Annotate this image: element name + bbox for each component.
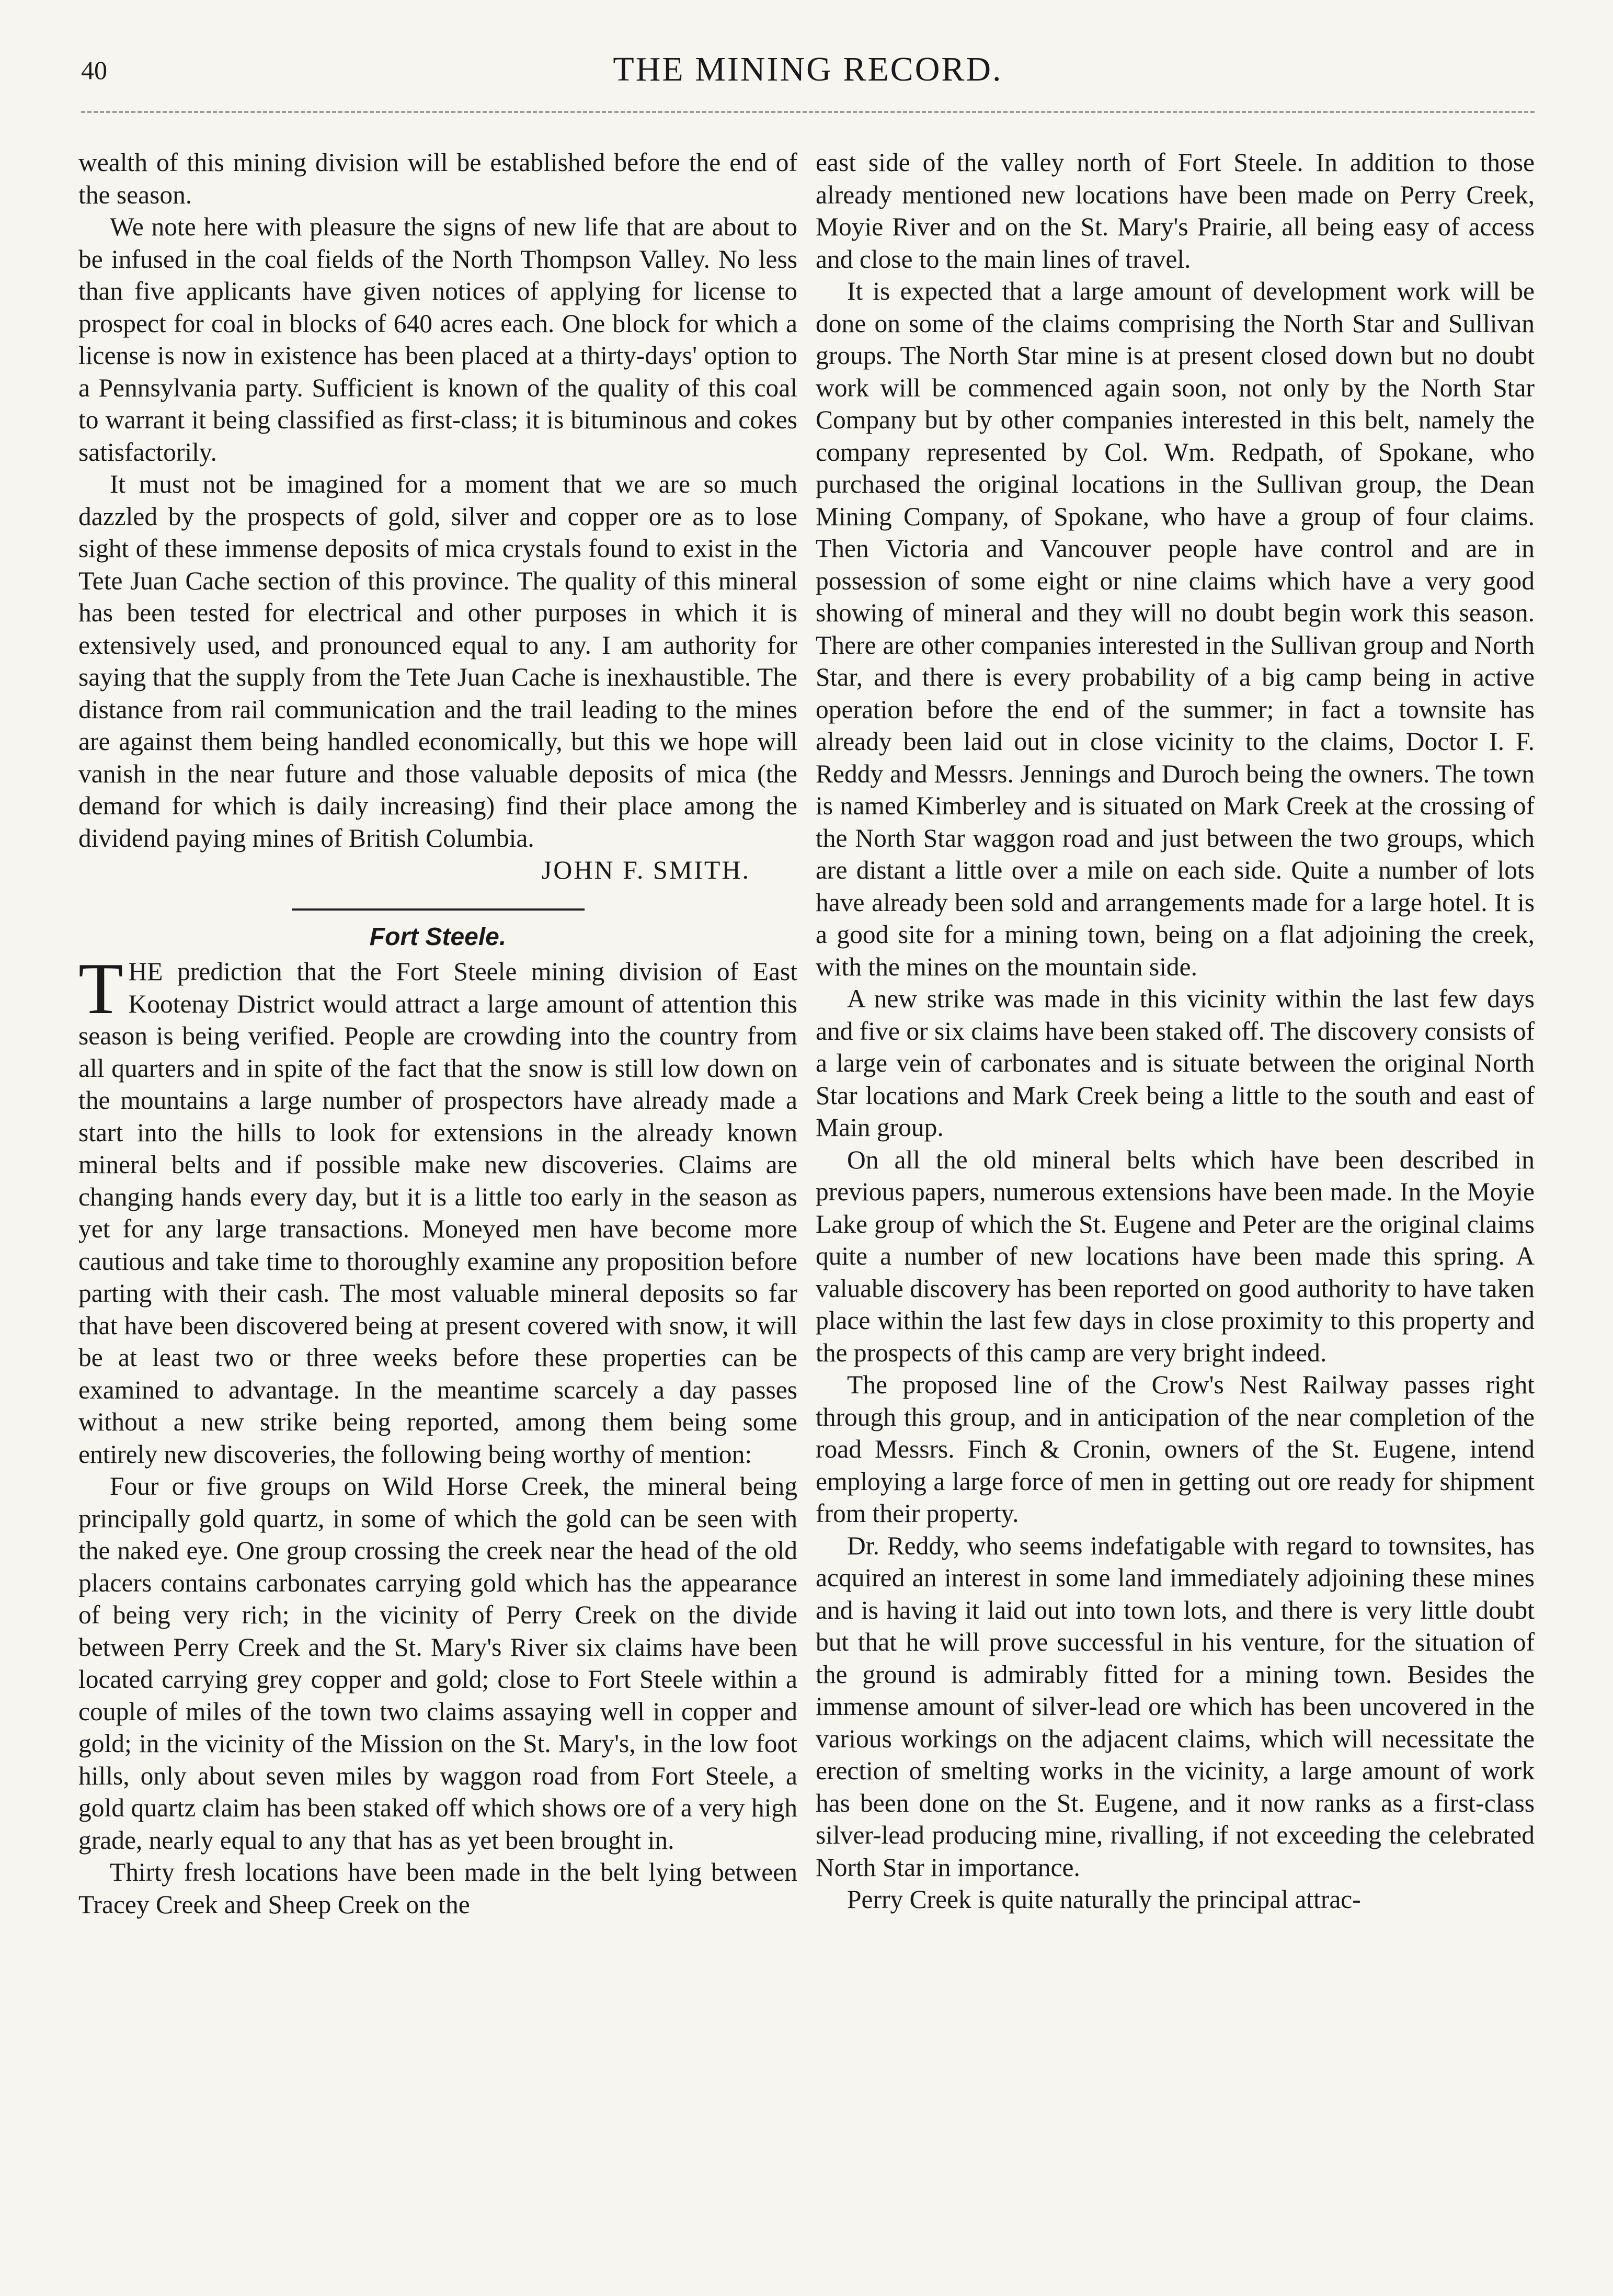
section-divider [292, 908, 585, 911]
author-signature: JOHN F. SMITH. [541, 855, 750, 884]
page-number: 40 [81, 55, 107, 85]
paragraph: Thirty fresh locations have been made in the belt lying between Tracey Creek and Sheep Creek on the [78, 1858, 797, 1919]
paragraph: On all the old mineral belts which have been described in previous papers, numerous extensions have been made. In the Moyie Lake group of which the St. Eugene and Peter are the original claims quite a number of new locations have been made this spring. A valuable discovery has been reported on good authority to have taken place within the last few days in close proximity to this property and the prospects of this camp are very bright indeed. [816, 1145, 1535, 1367]
right-column [816, 146, 1535, 1916]
paragraph: A new strike was made in this vicinity within the last few days and five or six claims have been staked off. The discovery consists of a large vein of carbonates and is situate between the original North Star locations and Mark Creek being a little to the south and east of Main group. [816, 984, 1535, 1142]
paragraph: It is expected that a large amount of development work will be done on some of the claims comprising the North Star and Sullivan groups. The North Star mine is at present closed down but no doubt work will be commenced again soon, not only by the North Star Company but by other companies interested in this belt, namely the company represented by Col. Wm. Redpath, of Spokane, who purchased the original locations in the Sullivan group, the Dean Mining Company, of Spokane, who have a group of four claims. Then Victoria and Vancouver people have control and are in possession of some eight or nine claims which have a very good showing of mineral and they will no doubt begin work this season. There are other companies interested in the Sullivan group and North Star, and there is every probability of a big camp being in active operation before the end of the summer; in fact a townsite has already been laid out in close vicinity to the claims, Doctor I. F. Reddy and Messrs. Jennings and Duroch being the owners. The town is named Kimberley and is situated on Mark Creek at the crossing of the North Star waggon road and just between the two groups, which are distant a little over a mile on each side. Quite a number of lots have already been sold and arrangements made for a large hotel. It is a good site for a mining town, being on a flat adjoining the creek, with the mines on the mountain side. [816, 277, 1535, 981]
paragraph: east side of the valley north of Fort Steele. In addition to those already mentioned new locations have been made on Perry Creek, Moyie River and on the St. Mary's Prairie, all being easy of access and close to the main lines of travel. [816, 148, 1535, 274]
paragraph: The proposed line of the Crow's Nest Railway passes right through this group, and in anticipation of the near completion of the road Messrs. Finch & Cronin, owners of the St. Eugene, intend employing a large force of men in getting out ore ready for shipment from their property. [816, 1370, 1535, 1528]
paragraph: wealth of this mining division will be established before the end of the season. [78, 148, 797, 209]
journal-title: THE MINING RECORD. [613, 50, 1003, 88]
paragraph: It must not be imagined for a moment that we are so much dazzled by the prospects of gold, silver and copper ore as to lose sight of these immense deposits of mica crystals found to exist in the Tete Juan Cache section of this province. The quality of this mineral has been tested for electrical and other purposes in which it is extensively used, and pronounced equal to any. I am authority for saying that the supply from the Tete Juan Cache is inexhaustible. The distance from rail communication and the trail leading to the mines are against them being handled economically, but this we hope will vanish in the near future and those valuable deposits of mica (the demand for which is daily increasing) find their place among the dividend paying mines of British Columbia. [78, 470, 797, 853]
paragraph: Perry Creek is quite naturally the principal attrac- [847, 1885, 1361, 1914]
header-rule [81, 111, 1535, 113]
paragraph [78, 948, 797, 1470]
paragraph-text: HE prediction that the Fort Steele mining division of East Kootenay District would attract a large amount of attention this season is being verified. People are crowding into the country from all quarters and in spite of the fact that the snow is still low down on the mountains a large number of prospectors have already made a start into the hills to look for extensions in the already known mineral belts and if possible make new discoveries. Claims are changing hands every day, but it is a little too early in the season as yet for any large transactions. Moneyed men have become more cautious and take time to thoroughly examine any proposition before parting with their cash. The most valuable mineral deposits so far that have been discovered being at present covered with snow, it will be at least two or three weeks before these properties can be examined to advantage. In the meantime scarcely a day passes without a new strike being reported, among them being some entirely new discoveries, the following being worthy of mention: [78, 957, 797, 1469]
left-column [78, 146, 797, 1920]
paragraph: Dr. Reddy, who seems indefatigable with regard to townsites, has acquired an interest in some land immediately adjoining these mines and is having it laid out into town lots, and there is very little doubt but that he will prove successful in his venture, for the situation of the ground is admirably fitted for a mining town. Besides the immense amount of silver-lead ore which has been uncovered in the various workings on the adjacent claims, which will necessitate the erection of smelting works in the vicinity, a large amount of work has been done on the St. Eugene, and it now ranks as a first-class silver-lead producing mine, rivalling, if not exceeding the celebrated North Star in importance. [816, 1531, 1535, 1882]
drop-cap: T [78, 948, 123, 1029]
paragraph: Four or five groups on Wild Horse Creek, the mineral being principally gold quartz, in some of which the gold can be seen with the naked eye. One group crossing the creek near the head of the old placers contains carbonates carrying gold which has the appearance of being very rich; in the vicinity of Perry Creek on the divide between Perry Creek and the St. Mary's River six claims have been located carrying grey copper and gold; close to Fort Steele within a couple of miles of the town two claims assaying well in copper and gold; in the vicinity of the Mission on the St. Mary's, in the low foot hills, only about seven miles by waggon road from Fort Steele, a gold quartz claim has been staked off which shows ore of a very high grade, nearly equal to any that has as yet been brought in. [78, 1472, 797, 1855]
paragraph: We note here with pleasure the signs of new life that are about to be infused in the coal fields of the North Thompson Valley. No less than five applicants have given notices of applying for license to prospect for coal in blocks of 640 acres each. One block for which a license is now in existence has been placed at a thirty-days' option to a Pennsylvania party. Sufficient is known of the quality of this coal to warrant it being classified as first-class; it is bituminous and cokes satisfactorily. [78, 212, 797, 467]
section-title: Fort Steele. [369, 923, 507, 951]
page-header [81, 50, 1535, 102]
